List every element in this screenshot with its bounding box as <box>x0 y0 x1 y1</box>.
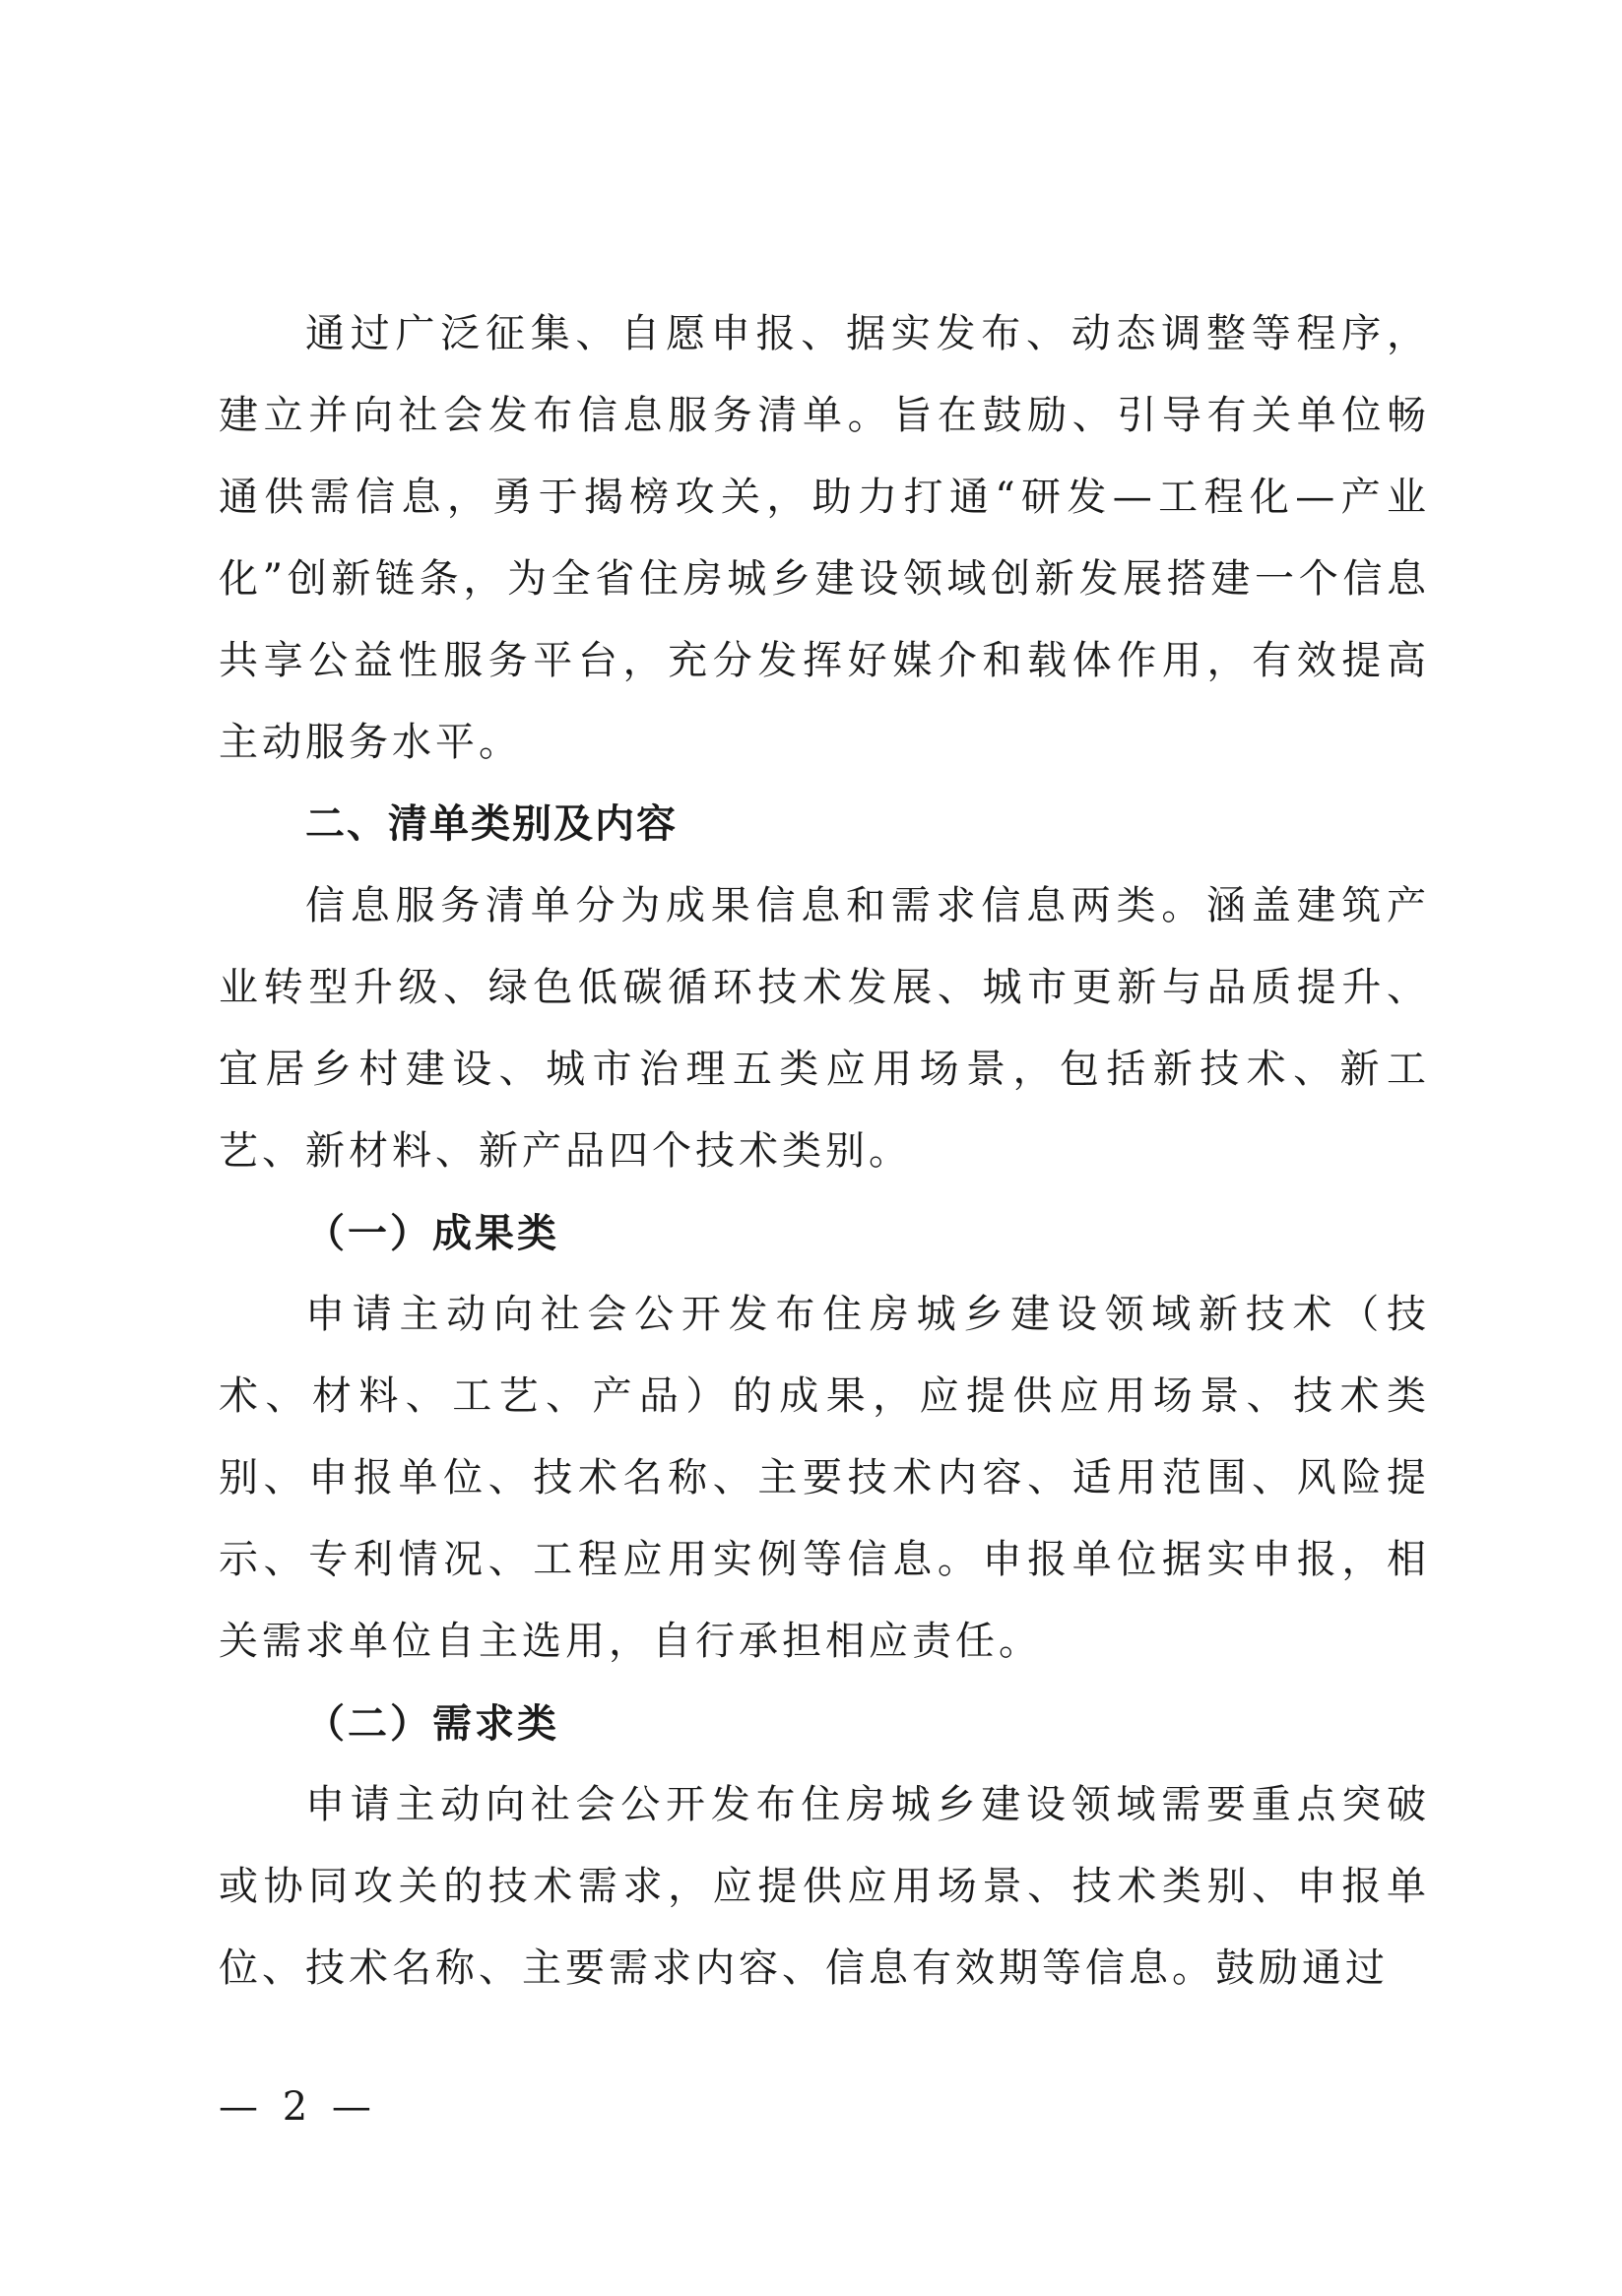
paragraph-intro: 通过广泛征集、自愿申报、据实发布、动态调整等程序，建立并向社会发布信息服务清单。旨在鼓励、引导有关单位畅通供需信息，勇于揭榜攻关，助力打通“研发—工程化—产业化”创新链条，为全省住房城乡建设领域创新发展搭建一个信息共享公益性服务平台，充分发挥好媒介和载体作用，有效提高主动服务水平。 <box>219 311 1430 765</box>
page-number: — 2 — <box>219 2084 377 2130</box>
paragraph-demands: 申请主动向社会公开发布住房城乡建设领域需要重点突破或协同攻关的技术需求，应提供应用场景、技术类别、申报单位、技术名称、主要需求内容、信息有效期等信息。鼓励通过 <box>219 1782 1430 1991</box>
paragraph-results: 申请主动向社会公开发布住房城乡建设领域新技术（技术、材料、工艺、产品）的成果，应提供应用场景、技术类别、申报单位、技术名称、主要技术内容、适用范围、风险提示、专利情况、工程应用实例等信息。申报单位据实申报，相关需求单位自主选用，自行承担相应责任。 <box>219 1292 1430 1664</box>
subheading-demands: （二）需求类 <box>305 1700 559 1747</box>
paragraph-categories: 信息服务清单分为成果信息和需求信息两类。涵盖建筑产业转型升级、绿色低碳循环技术发展、城市更新与品质提升、宜居乡村建设、城市治理五类应用场景，包括新技术、新工艺、新材料、新产品四个技术类别。 <box>219 883 1430 1174</box>
subheading-results: （一）成果类 <box>305 1210 559 1256</box>
section-heading-list-categories: 二、清单类别及内容 <box>305 801 678 847</box>
document-body <box>219 293 1430 2009</box>
